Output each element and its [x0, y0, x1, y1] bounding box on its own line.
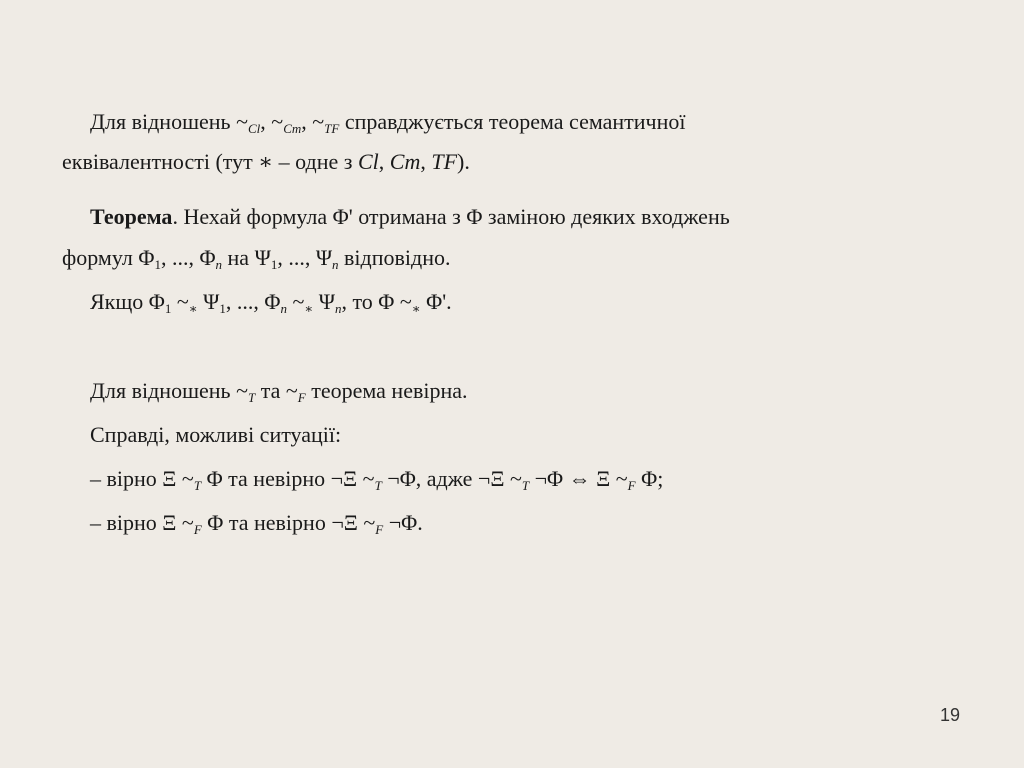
case-2 — [90, 509, 423, 537]
subscript: n — [332, 257, 339, 272]
subscript: n — [334, 301, 342, 316]
subscript: ∗ — [188, 301, 198, 316]
subscript: 1 — [219, 301, 226, 316]
text: , — [420, 149, 432, 174]
text: , ~ — [260, 109, 284, 134]
paragraph-1-line-2 — [62, 148, 470, 176]
text: ~ — [286, 289, 305, 314]
text: ). — [457, 149, 470, 174]
text: на Ψ — [222, 245, 271, 270]
subscript: F — [375, 522, 384, 537]
text: Справді, можливі ситуації: — [90, 422, 342, 447]
text: ~ — [171, 289, 189, 314]
subscript: n — [280, 301, 287, 316]
text: . Нехай формула Φ' отримана з Φ заміною деяких входжень — [172, 204, 730, 229]
subscript: F — [627, 478, 636, 493]
text: , ..., Ψ — [277, 245, 333, 270]
theorem-line-1 — [90, 203, 730, 231]
subscript: TF — [324, 121, 340, 136]
text: , ..., Φ — [160, 245, 216, 270]
italic-text: TF — [431, 149, 458, 174]
theorem-line-2 — [62, 244, 450, 272]
text: відповідно. — [338, 245, 451, 270]
text: теорема невірна. — [305, 378, 468, 403]
page-number: 19 — [940, 705, 961, 725]
subscript: F — [193, 522, 202, 537]
text: справджується теорема семантичної — [339, 109, 686, 134]
text: Φ та невірно ¬Ξ ~ — [201, 510, 376, 535]
text: Ψ — [197, 289, 220, 314]
text: , ..., Φ — [225, 289, 281, 314]
subscript: 1 — [270, 257, 278, 272]
text: еквівалентності (тут ∗ – одне з — [62, 149, 358, 174]
subscript: n — [215, 257, 223, 272]
subscript: T — [374, 478, 382, 493]
paragraph-1-line-1 — [90, 108, 685, 136]
subscript: 1 — [154, 257, 161, 272]
text: Для відношень ~ — [90, 109, 248, 134]
text: , ~ — [301, 109, 325, 134]
theorem-label: Теорема — [90, 204, 173, 229]
text: – вірно Ξ ~ — [90, 466, 194, 491]
text: та ~ — [255, 378, 298, 403]
text: Для відношень ~ — [90, 378, 248, 403]
text: Φ та невірно ¬Ξ ~ — [201, 466, 375, 491]
text: Φ'. — [420, 289, 452, 314]
text: ¬Φ ⇔ Ξ ~ — [529, 466, 628, 491]
subscript: T — [193, 478, 202, 493]
text: Ψ — [313, 289, 335, 314]
paragraph-5 — [90, 421, 341, 449]
text: Φ; — [635, 466, 664, 491]
subscript: F — [297, 390, 306, 405]
subscript: ∗ — [411, 301, 421, 316]
text: – вірно Ξ ~ — [90, 510, 194, 535]
subscript: Cm — [283, 121, 302, 136]
text: формул Φ — [62, 245, 155, 270]
case-1 — [90, 465, 663, 493]
subscript: Cl — [248, 121, 261, 136]
paragraph-4 — [90, 377, 468, 405]
text: ¬Φ, адже ¬Ξ ~ — [381, 466, 522, 491]
text: , то Φ ~ — [341, 289, 412, 314]
text: ¬Φ. — [383, 510, 423, 535]
text: Якщо Φ — [90, 289, 165, 314]
subscript: T — [248, 390, 256, 405]
text: , — [378, 149, 390, 174]
italic-text: Cm — [389, 149, 421, 174]
italic-text: Cl — [357, 149, 379, 174]
subscript: ∗ — [304, 301, 314, 316]
subscript: 1 — [164, 301, 172, 316]
theorem-condition — [90, 288, 452, 316]
subscript: T — [521, 478, 530, 493]
